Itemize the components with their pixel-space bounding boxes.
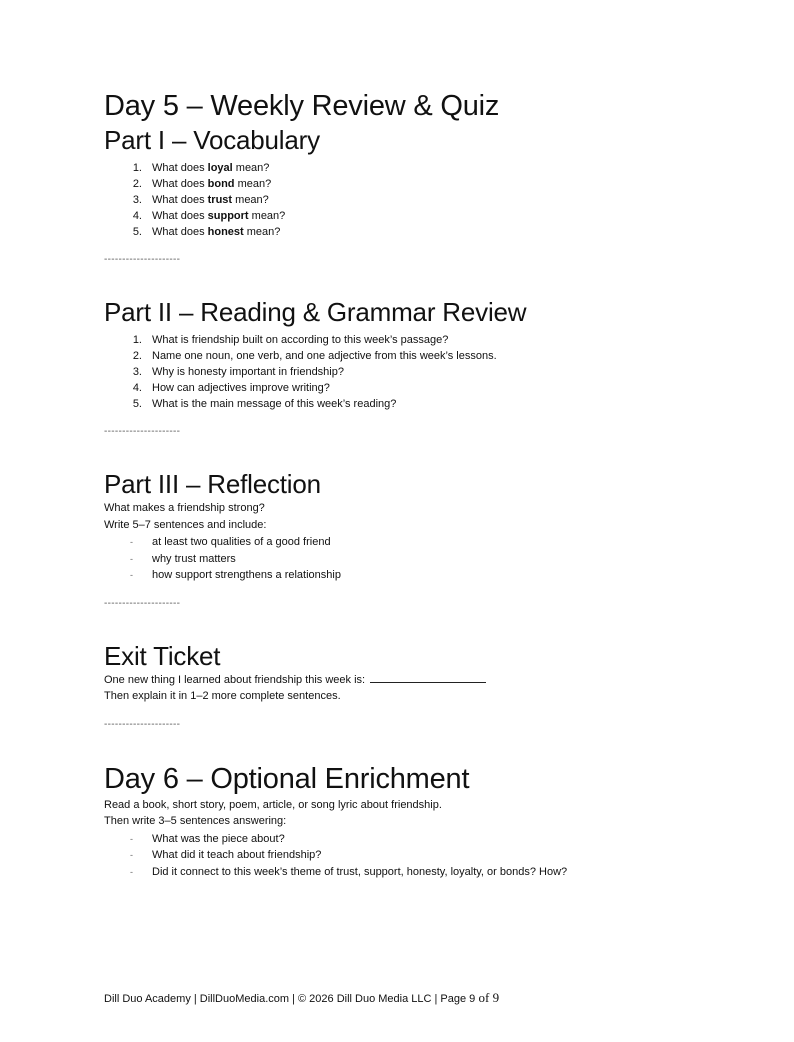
part1-title: Part I – Vocabulary [104, 125, 320, 155]
item-text-pre: What does [152, 210, 208, 222]
item-text: What is friendship built on according to this week’s passage? [152, 334, 449, 346]
enrichment-line-2: Then write 3–5 sentences answering: [104, 815, 287, 827]
section-divider: --------------------- [104, 254, 181, 265]
list-item [104, 864, 744, 881]
section-divider: --------------------- [104, 426, 181, 437]
item-text-pre: What does [152, 162, 208, 174]
reflection-bullet-list [104, 534, 744, 584]
section-divider: --------------------- [104, 597, 181, 609]
item-number: 4. [132, 210, 142, 222]
day5-title: Day 5 – Weekly Review & Quiz [104, 90, 500, 122]
item-number: 3. [132, 194, 142, 206]
vocab-word: honest [207, 226, 244, 238]
item-text-post: mean? [234, 178, 272, 190]
item-number: 2. [132, 178, 142, 190]
section-divider: --------------------- [104, 718, 181, 730]
list-item [104, 332, 744, 348]
enrichment-line-1: Read a book, short story, poem, article, or song lyric about friendship. [104, 798, 442, 811]
item-number: 1. [132, 334, 142, 346]
item-text: What was the piece about? [152, 832, 285, 845]
enrichment-bullet-list [104, 831, 744, 881]
item-number: 2. [132, 350, 142, 362]
bullet-mark: - [130, 866, 133, 877]
item-text: Name one noun, one verb, and one adjective from this week’s lessons. [152, 350, 497, 362]
vocabulary-list [104, 160, 744, 240]
item-text-post: mean? [243, 226, 281, 238]
list-item [104, 176, 744, 192]
item-text-pre: What does [152, 194, 208, 206]
item-text-post: mean? [232, 194, 269, 206]
item-number: 1. [132, 162, 142, 174]
exit-ticket-prompt: One new thing I learned about friendship this week is: [104, 673, 366, 686]
list-item [104, 396, 744, 412]
list-item [104, 192, 744, 208]
bullet-mark: - [130, 833, 133, 844]
item-text: How can adjectives improve writing? [152, 382, 330, 394]
list-item [104, 224, 744, 240]
review-question-list [104, 332, 744, 412]
list-item [104, 380, 744, 396]
item-text: What did it teach about friendship? [152, 849, 322, 861]
item-text: Did it connect to this week’s theme of trust, support, honesty, loyalty, or bonds? How? [152, 865, 568, 878]
answer-blank-line[interactable] [370, 672, 486, 683]
list-item [104, 567, 744, 584]
list-item [104, 208, 744, 224]
part3-title: Part III – Reflection [104, 469, 321, 499]
document-page [104, 88, 744, 880]
exit-ticket-line-2: Then explain it in 1–2 more complete sentences. [104, 690, 341, 702]
item-text-post: mean? [232, 162, 270, 174]
list-item [104, 831, 744, 848]
list-item [104, 348, 744, 364]
vocab-word: loyal [207, 162, 233, 174]
item-number: 5. [132, 398, 142, 410]
day6-title: Day 6 – Optional Enrichment [104, 762, 470, 795]
bullet-mark: - [130, 570, 133, 580]
vocab-word: trust [207, 194, 233, 206]
footer-text: Dill Duo Academy | DillDuoMedia.com | © 2026 Dill Duo Media LLC | Page 9 [104, 993, 476, 1005]
bullet-mark: - [130, 553, 133, 564]
exit-ticket-line-1 [104, 672, 744, 689]
item-text: at least two qualities of a good friend [152, 536, 331, 548]
reflection-prompt: What makes a friendship strong? [104, 502, 265, 514]
page-footer [104, 990, 499, 1007]
reflection-instruction: Write 5–7 sentences and include: [104, 518, 267, 531]
item-text: What is the main message of this week’s reading? [152, 398, 397, 410]
item-text: why trust matters [152, 552, 236, 565]
bullet-mark: - [130, 537, 133, 547]
item-number: 4. [132, 382, 142, 394]
list-item [104, 847, 744, 864]
bullet-mark: - [130, 850, 133, 860]
item-text-pre: What does [152, 226, 208, 238]
item-text-pre: What does [152, 178, 208, 190]
exit-ticket-title: Exit Ticket [104, 640, 221, 671]
item-text: Why is honesty important in friendship? [152, 366, 344, 378]
item-number: 3. [132, 366, 142, 378]
vocab-word: support [207, 210, 249, 222]
part2-title: Part II – Reading & Grammar Review [104, 297, 527, 327]
footer-page-total: of 9 [475, 990, 500, 1005]
list-item [104, 534, 744, 551]
list-item [104, 160, 744, 176]
list-item [104, 551, 744, 568]
item-text: how support strengthens a relationship [152, 569, 341, 581]
vocab-word: bond [207, 178, 235, 190]
item-number: 5. [132, 226, 142, 238]
list-item [104, 364, 744, 380]
item-text-post: mean? [248, 210, 286, 222]
